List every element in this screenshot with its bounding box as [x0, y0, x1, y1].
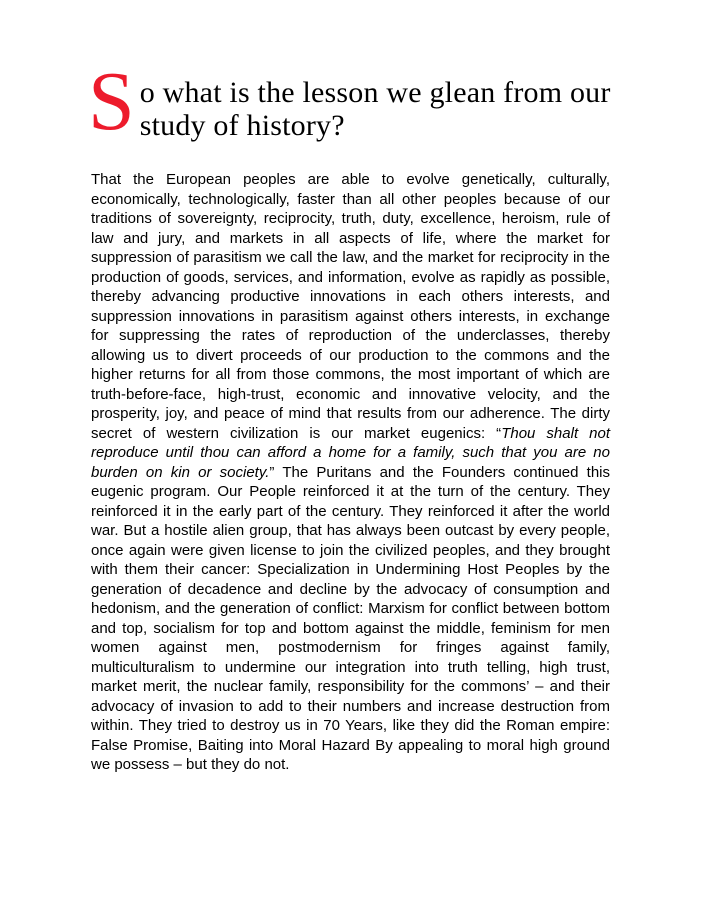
paragraph-part-3: ” The Puritans and the Founders continued this eugenic program. Our People reinforced it at the turn of the century. They reinforced it in the early part of the century. They reinforced it after the world war. But a hostile alien group, that has always been outcast by every people, once again were given license to join the civilized peoples, and they brought with them their cancer: Specialization in Undermining Host Peoples by the generation of decadence and decline by the advocacy of consumption and hedonism, and the generation of conflict: Marxism for conflict between bottom and top, socialism for top and bottom against the middle, feminism for men women against men, postmodernism for fringes against family, multiculturalism to undermine our integration into truth telling, high trust, market merit, the nuclear family, responsibility for the commons’ – and their advocacy of invasion to add to their numbers and increase destruction from within. They tried to destroy us in 70 Years, like they did the Roman empire: False Promise, Baiting into Moral Hazard By appealing to moral high ground we possess – but they do not.	[91, 463, 611, 773]
paragraph-part-1: That the European peoples are able to evolve genetically, culturally, economically, technologically, faster than all other peoples because of our traditions of sovereignty, reciprocity, truth, duty, excellence, heroism, rule of law and jury, and markets in all aspects of life, where the market for suppression of parasitism we call the law, and the market for reciprocity in the production of goods, services, and information, evolve as rapidly as possible, thereby advancing productive innovations in each others interests, and suppression innovations in parasitism against others interests, in exchange for suppressing the rates of reproduction of the underclasses, thereby allowing us to divert proceeds of our production to the commons and the higher returns for all from those commons, the most important of which are truth-before-face, high-trust, economic and innovative velocity, and the prosperity, joy, and peace of mind that results from our adherence. The dirty secret of western civilization is our market eugenics: “	[91, 171, 610, 442]
heading-line-1: o what is the lesson we glean from our	[139, 76, 611, 109]
body-paragraph	[91, 170, 610, 775]
section-heading	[88, 55, 611, 148]
dropcap-letter: S	[88, 55, 135, 148]
paragraph-italic-quote: Thou shalt not reproduce until thou can afford a home for a family, such that you are no burden on kin or society.	[91, 424, 611, 481]
heading-line-2: study of history?	[139, 109, 345, 142]
heading-text	[140, 76, 611, 142]
